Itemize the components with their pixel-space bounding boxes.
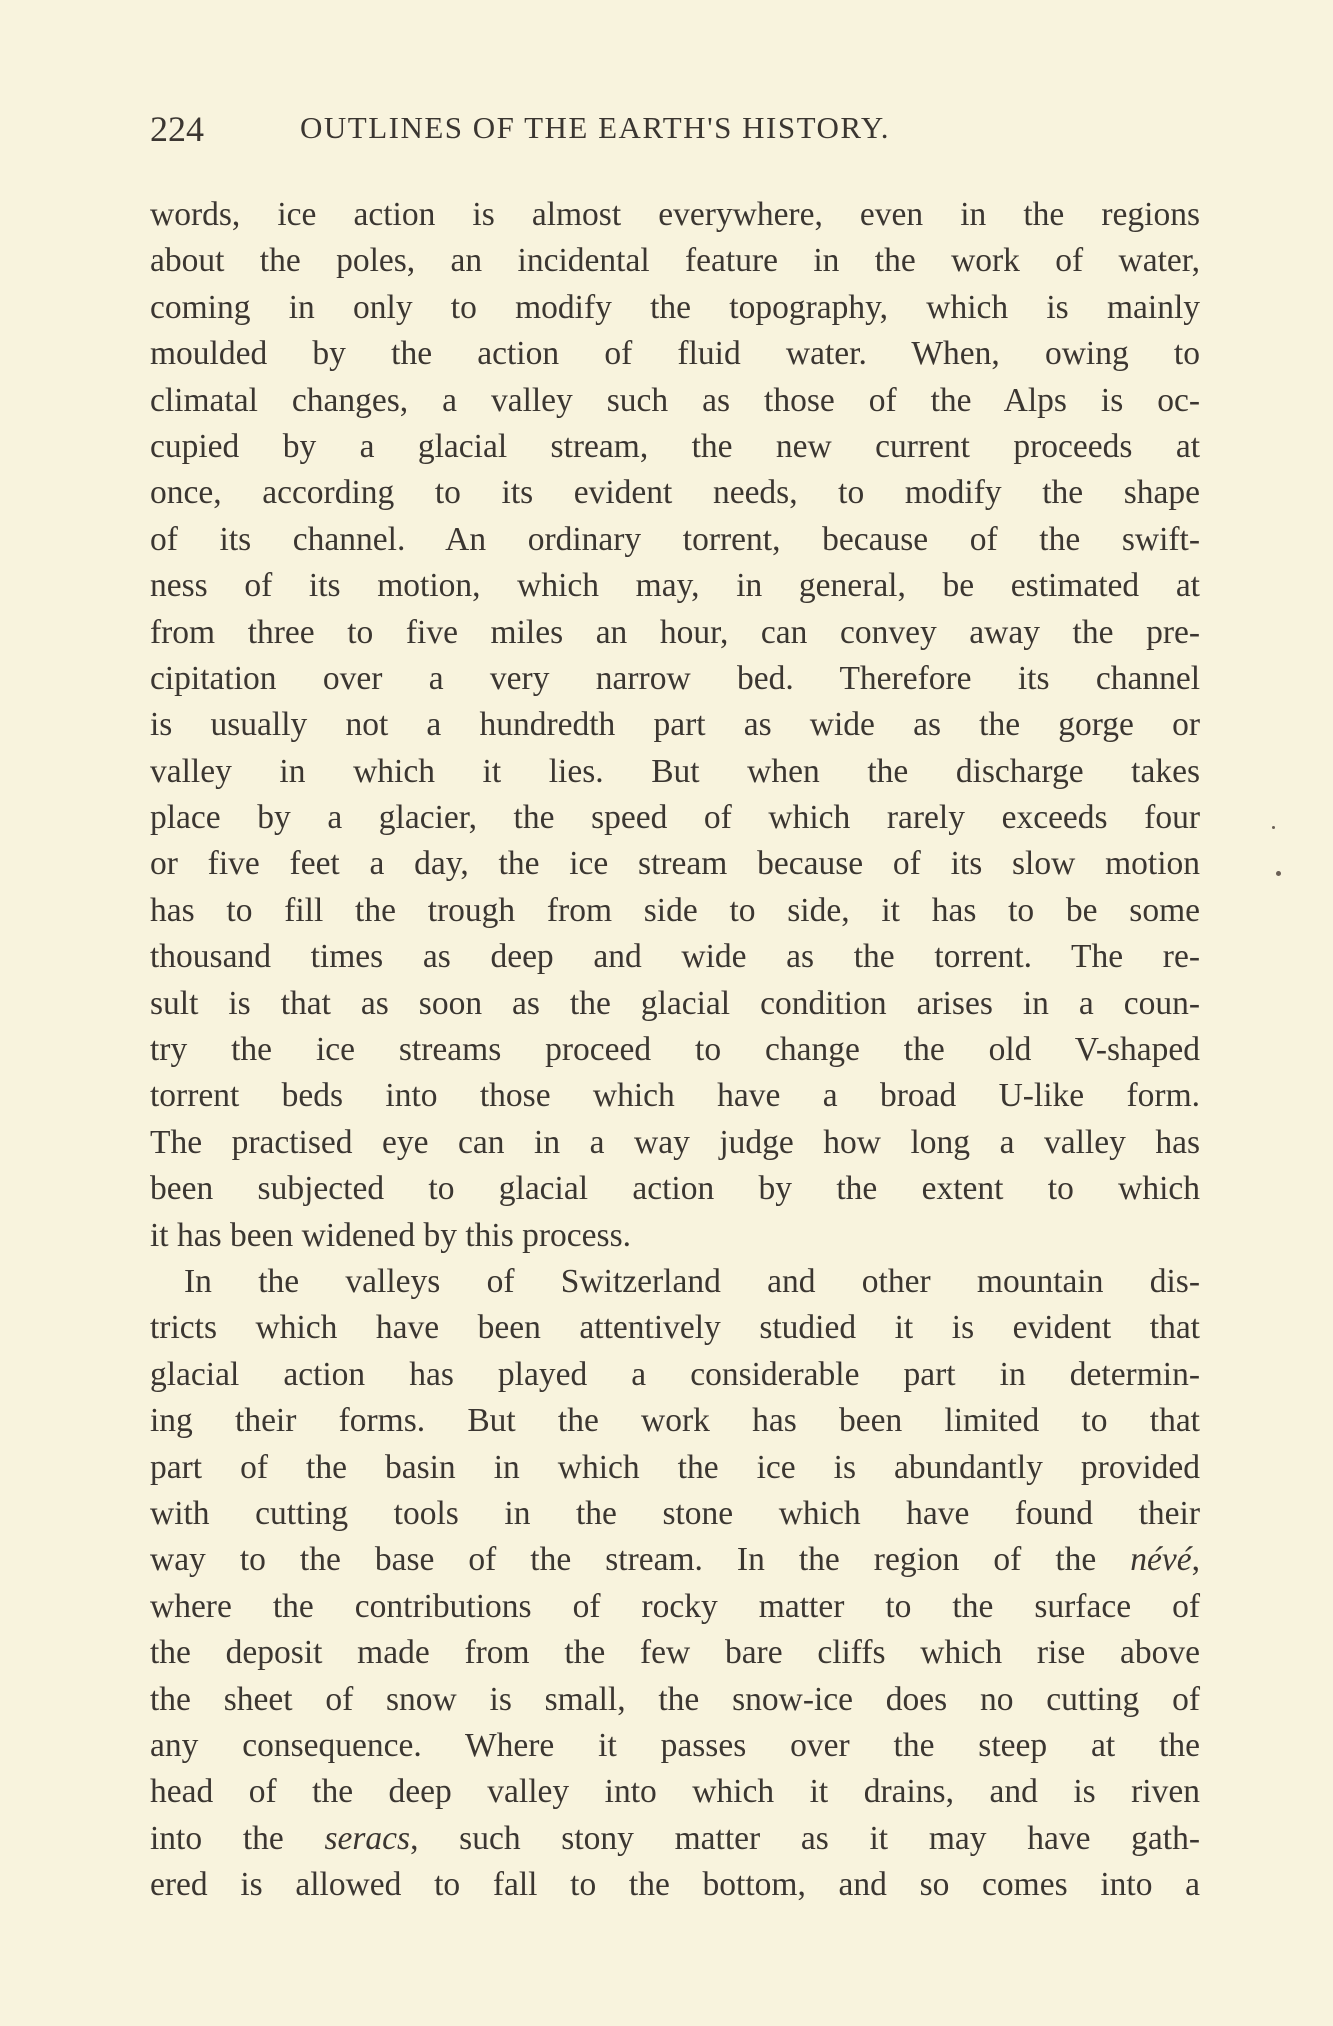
text-line: torrent beds into those which have a broad U-like form. bbox=[150, 1077, 1200, 1115]
text-line: where the contributions of rocky matter to the surface of bbox=[150, 1587, 1200, 1625]
text-line: cupied by a glacial stream, the new current proceeds at bbox=[150, 427, 1200, 465]
text-line bbox=[150, 1816, 1200, 1862]
text-line: moulded by the action of fluid water. When, owing to bbox=[150, 335, 1200, 373]
text-line: The practised eye can in a way judge how long a valley has bbox=[150, 1123, 1200, 1161]
text-line bbox=[150, 1537, 1200, 1583]
text-segment: , bbox=[1191, 1541, 1200, 1579]
text-line: of its channel. An ordinary torrent, because of the swift- bbox=[150, 520, 1200, 558]
text-line: or five feet a day, the ice stream because of its slow motion bbox=[150, 845, 1200, 883]
text-line: cipitation over a very narrow bed. Therefore its channel bbox=[150, 659, 1200, 697]
text-line: tricts which have been attentively studied it is evident that bbox=[150, 1309, 1200, 1347]
text-line: valley in which it lies. But when the discharge takes bbox=[150, 752, 1200, 790]
text-line: ing their forms. But the work has been limited to that bbox=[150, 1402, 1200, 1440]
text-line: from three to five miles an hour, can convey away the pre- bbox=[150, 613, 1200, 651]
running-header bbox=[150, 108, 1210, 158]
scan-speck bbox=[1272, 826, 1275, 829]
text-line: head of the deep valley into which it drains, and is riven bbox=[150, 1773, 1200, 1811]
scan-speck bbox=[1276, 871, 1281, 876]
text-line: the deposit made from the few bare cliffs which rise above bbox=[150, 1634, 1200, 1672]
text-line: In the valleys of Switzerland and other mountain dis- bbox=[184, 1262, 1200, 1300]
text-line: the sheet of snow is small, the snow-ice does no cutting of bbox=[150, 1680, 1200, 1718]
page-body-text bbox=[150, 192, 1200, 1908]
text-line: once, according to its evident needs, to modify the shape bbox=[150, 474, 1200, 512]
text-line: any consequence. Where it passes over the steep at the bbox=[150, 1726, 1200, 1764]
text-segment: into the bbox=[150, 1819, 325, 1857]
text-line: sult is that as soon as the glacial condition arises in a coun- bbox=[150, 984, 1200, 1022]
text-line: coming in only to modify the topography, which is mainly bbox=[150, 288, 1200, 326]
italic-term: seracs bbox=[324, 1819, 411, 1857]
text-segment: , such stony matter as it may have gath- bbox=[410, 1819, 1200, 1857]
text-line: ness of its motion, which may, in general, be estimated at bbox=[150, 567, 1200, 605]
italic-term: névé bbox=[1130, 1541, 1192, 1579]
text-line: with cutting tools in the stone which have found their bbox=[150, 1494, 1200, 1532]
text-line: is usually not a hundredth part as wide as the gorge or bbox=[150, 706, 1200, 744]
text-line: ered is allowed to fall to the bottom, and so comes into a bbox=[150, 1866, 1200, 1904]
text-line: it has been widened by this process. bbox=[150, 1216, 631, 1254]
text-line: glacial action has played a considerable part in determin- bbox=[150, 1355, 1200, 1393]
text-segment: way to the base of the stream. In the region of the bbox=[150, 1541, 1131, 1579]
text-line: climatal changes, a valley such as those of the Alps is oc- bbox=[150, 381, 1200, 419]
text-line: thousand times as deep and wide as the torrent. The re- bbox=[150, 938, 1200, 976]
text-line: try the ice streams proceed to change the old V-shaped bbox=[150, 1031, 1200, 1069]
text-line: about the poles, an incidental feature in the work of water, bbox=[150, 242, 1200, 280]
page-number: 224 bbox=[150, 109, 204, 149]
text-line: place by a glacier, the speed of which rarely exceeds four bbox=[150, 799, 1200, 837]
text-line: has to fill the trough from side to side, it has to be some bbox=[150, 891, 1200, 929]
text-line: part of the basin in which the ice is abundantly provided bbox=[150, 1448, 1200, 1486]
running-title: OUTLINES OF THE EARTH'S HISTORY. bbox=[300, 110, 890, 145]
text-line: words, ice action is almost everywhere, even in the regions bbox=[150, 196, 1200, 233]
text-line: been subjected to glacial action by the extent to which bbox=[150, 1170, 1200, 1208]
